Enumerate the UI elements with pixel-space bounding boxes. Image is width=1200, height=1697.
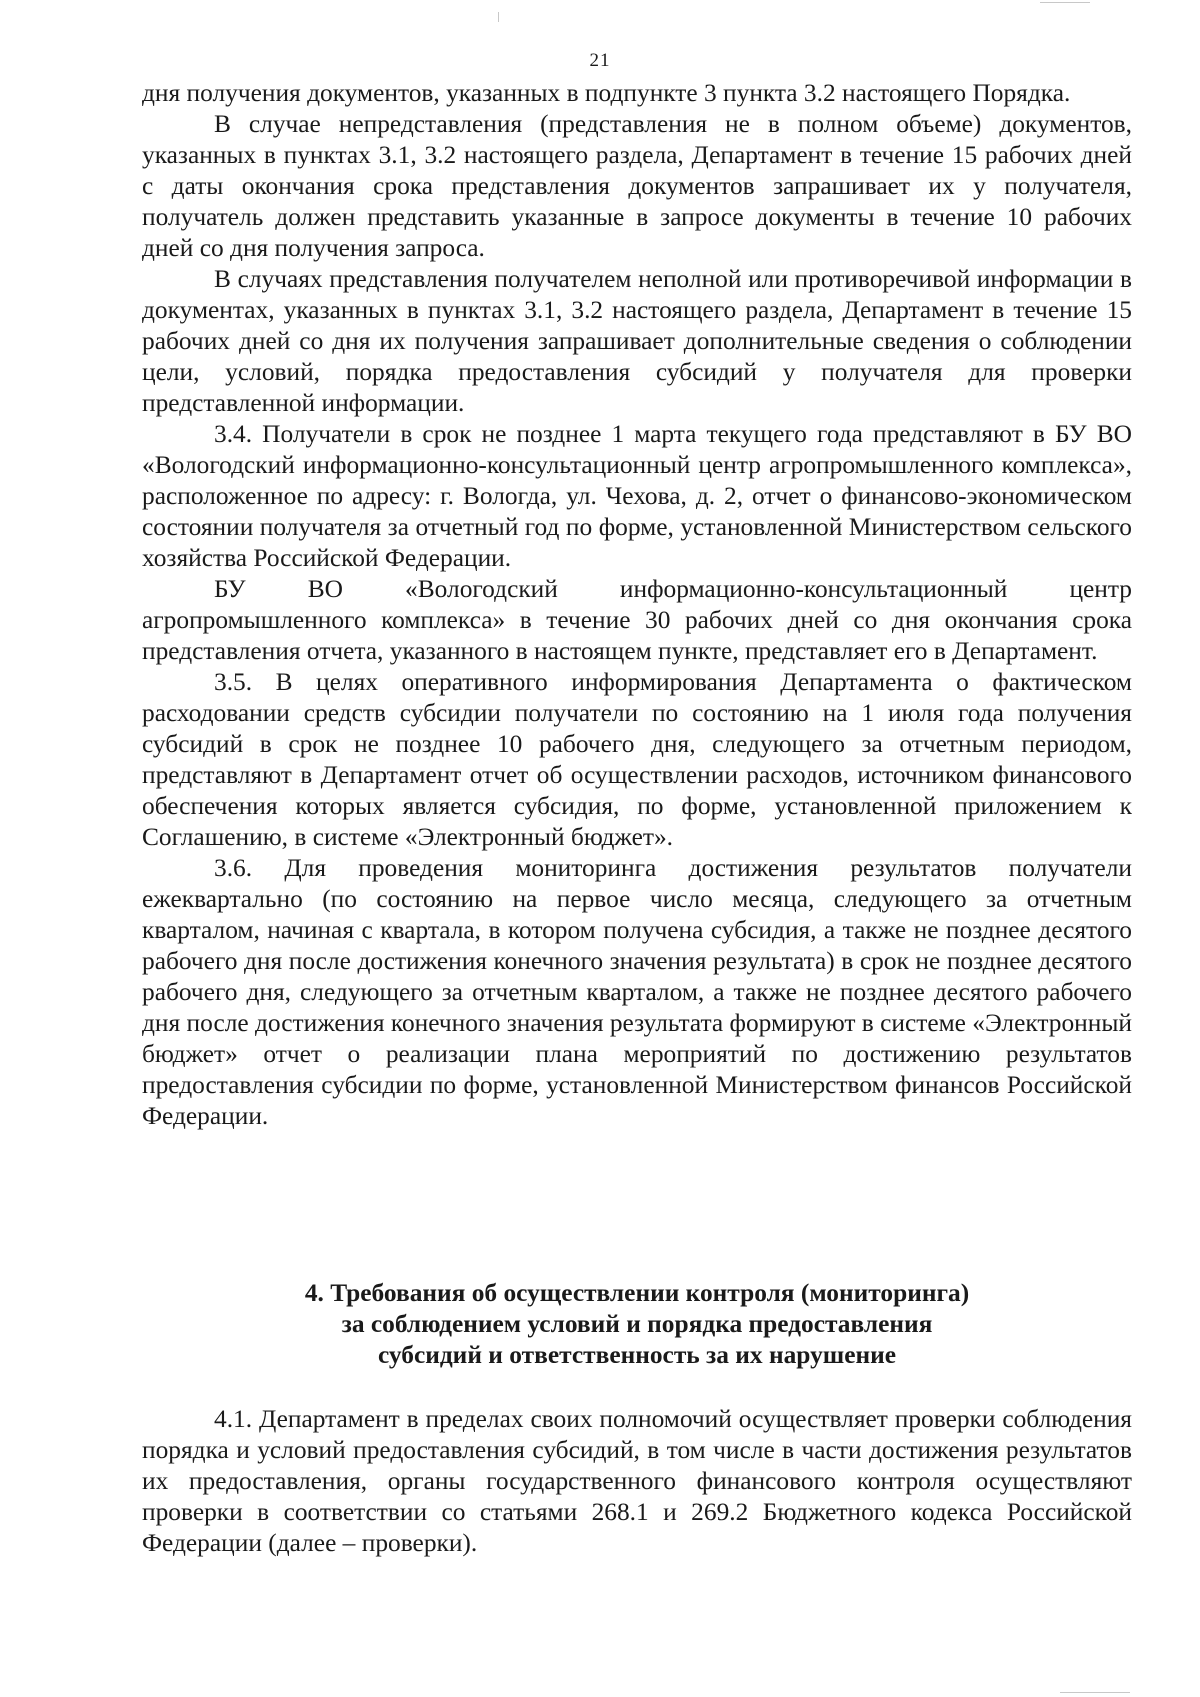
document-body xyxy=(142,78,1132,1132)
section-heading-line: за соблюдением условий и порядка предоставления xyxy=(341,1310,933,1338)
section-heading-line: субсидий и ответственность за их нарушение xyxy=(377,1341,897,1369)
section-heading-line: 4. Требования об осуществлении контроля (мониторинга) xyxy=(304,1279,970,1307)
section-heading xyxy=(142,1278,1132,1371)
paragraph: БУ ВО «Вологодский информационно-консультационный центр агропромышленного комплекса» в течение 30 рабочих дней со дня окончания срока представления отчета, указанного в настоящем пункте, представляет его в Департамент. xyxy=(142,575,1132,665)
scan-artifact xyxy=(1040,2,1090,3)
paragraph: 3.4. Получатели в срок не позднее 1 марта текущего года представляют в БУ ВО «Вологодский информационно-консультационный центр агропромышленного комплекса», расположенное по адресу: г. Вологда, ул. Чехова, д. 2, отчет о финансово-экономическом состоянии получателя за отчетный год по форме, установленной Министерством сельского хозяйства Российской Федерации. xyxy=(142,420,1132,572)
paragraph: 4.1. Департамент в пределах своих полномочий осуществляет проверки соблюдения порядка и условий предоставления субсидий, в том числе в части достижения результатов их предоставления, органы государственного финансового контроля осуществляют проверки в соответствии со статьями 268.1 и 269.2 Бюджетного кодекса Российской Федерации (далее – проверки). xyxy=(142,1405,1132,1557)
paragraph: дня получения документов, указанных в подпункте 3 пункта 3.2 настоящего Порядка. xyxy=(142,79,1071,107)
scan-artifact xyxy=(498,12,499,22)
paragraph: 3.5. В целях оперативного информирования Департамента о фактическом расходовании средств субсидии получатели по состоянию на 1 июля года получения субсидий в срок не позднее 10 рабочего дня, следующего за отчетным периодом, представляют в Департамент отчет об осуществлении расходов, источником финансового обеспечения которых является субсидия, по форме, установленной приложением к Соглашению, в системе «Электронный бюджет». xyxy=(142,668,1132,851)
paragraph: 3.6. Для проведения мониторинга достижения результатов получатели ежеквартально (по состоянию на первое число месяца, следующего за отчетным кварталом, начиная с квартала, в котором получена субсидия, а также не позднее десятого рабочего дня после достижения конечного значения результата) в срок не позднее десятого рабочего дня, следующего за отчетным кварталом, а также не позднее десятого рабочего дня после достижения конечного значения результата формируют в системе «Электронный бюджет» отчет о реализации плана мероприятий по достижению результатов предоставления субсидии по форме, установленной Министерством финансов Российской Федерации. xyxy=(142,854,1132,1130)
paragraph: В случаях представления получателем неполной или противоречивой информации в документах, указанных в пунктах 3.1, 3.2 настоящего раздела, Департамент в течение 15 рабочих дней со дня их получения запрашивает дополнительные сведения о соблюдении цели, условий, порядка предоставления субсидий у получателя для проверки представленной информации. xyxy=(142,265,1132,417)
page-number: 21 xyxy=(589,50,611,71)
paragraph: В случае непредставления (представления не в полном объеме) документов, указанных в пунктах 3.1, 3.2 настоящего раздела, Департамент в течение 15 рабочих дней с даты окончания срока представления документов запрашивает их у получателя, получатель должен представить указанные в запросе документы в течение 10 рабочих дней со дня получения запроса. xyxy=(142,110,1132,262)
scan-artifact xyxy=(1060,1692,1130,1693)
section-body xyxy=(142,1404,1132,1559)
